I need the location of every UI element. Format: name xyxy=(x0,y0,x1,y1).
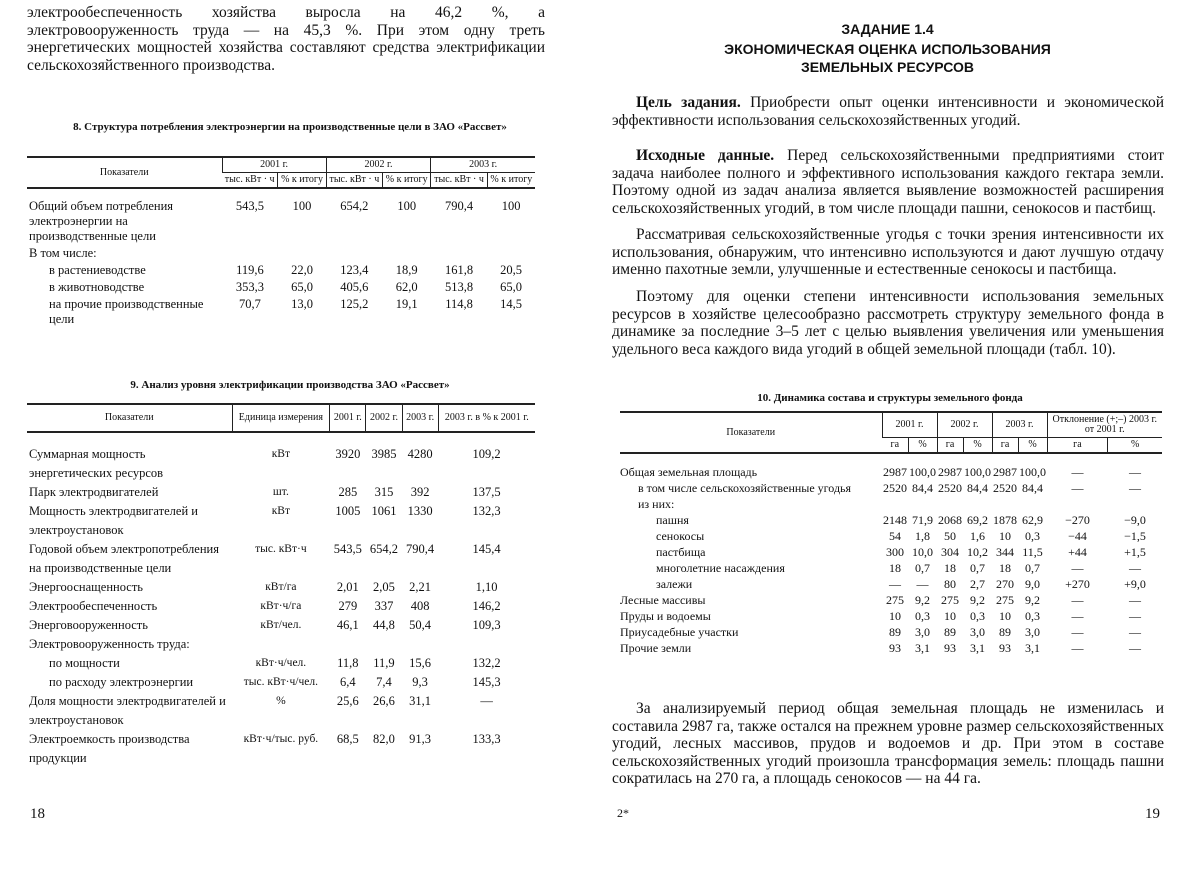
cell-value: 132,2 xyxy=(438,654,535,673)
table-row xyxy=(620,640,1162,656)
cell-value: кВт xyxy=(232,502,330,540)
t10-h-unit: га xyxy=(1047,438,1108,454)
cell-value xyxy=(431,244,487,261)
cell-value: 10,2 xyxy=(963,544,992,560)
task-heading: ЭКОНОМИЧЕСКАЯ ОЦЕНКА ИСПОЛЬЗОВАНИЯ ЗЕМЕЛЬНЫХ РЕСУРСОВ xyxy=(715,40,1060,76)
table-row xyxy=(27,483,535,502)
cell-value: 22,0 xyxy=(278,261,326,278)
cell-value: 3,0 xyxy=(908,624,937,640)
cell-value: 44,8 xyxy=(366,616,402,635)
cell-value: 1330 xyxy=(402,502,438,540)
cell-value: кВт·ч/га xyxy=(232,597,330,616)
cell-value: — xyxy=(1047,624,1108,640)
cell-value xyxy=(366,635,402,654)
cell-value xyxy=(278,244,326,261)
row-label: пашня xyxy=(620,512,882,528)
cell-value: 3,0 xyxy=(1018,624,1047,640)
t8-h-year: 2003 г. xyxy=(431,157,535,173)
table-row xyxy=(620,496,1162,512)
cell-value xyxy=(882,496,908,512)
cell-value: 14,5 xyxy=(487,295,535,327)
cell-value: 65,0 xyxy=(278,278,326,295)
cell-value xyxy=(402,635,438,654)
table-row xyxy=(27,635,535,654)
table-row xyxy=(27,578,535,597)
cell-value: 4280 xyxy=(402,432,438,483)
row-label: Общий объем потребления электроэнергии на производственные цели xyxy=(27,188,222,244)
cell-value: 0,3 xyxy=(908,608,937,624)
cell-value: 275 xyxy=(882,592,908,608)
t10-h-unit: % xyxy=(1108,438,1162,454)
cell-value: 125,2 xyxy=(326,295,382,327)
cell-value: 353,3 xyxy=(222,278,278,295)
cell-value: 2,05 xyxy=(366,578,402,597)
row-label: Доля мощности электродвигателей и электроустановок xyxy=(27,692,232,730)
cell-value: 1061 xyxy=(366,502,402,540)
cell-value: — xyxy=(1108,608,1162,624)
row-label: Мощность электродвигателей и электроустановок xyxy=(27,502,232,540)
cell-value: 285 xyxy=(330,483,366,502)
goal-label: Цель задания. xyxy=(636,94,741,111)
cell-value: 279 xyxy=(330,597,366,616)
cell-value: тыс. кВт·ч xyxy=(232,540,330,578)
cell-value: 10 xyxy=(992,608,1018,624)
row-label: Приусадебные участки xyxy=(620,624,882,640)
cell-value: 9,2 xyxy=(908,592,937,608)
cell-value: 2,7 xyxy=(963,576,992,592)
goal-paragraph xyxy=(612,94,1164,129)
cell-value: 31,1 xyxy=(402,692,438,730)
table-row xyxy=(27,540,535,578)
cell-value: кВт xyxy=(232,432,330,483)
cell-value: 91,3 xyxy=(402,730,438,768)
cell-value: 100 xyxy=(487,188,535,244)
row-label: на прочие производственные цели xyxy=(27,295,222,327)
t10-h-year: 2003 г. xyxy=(992,412,1047,438)
cell-value: 3985 xyxy=(366,432,402,483)
cell-value: 1,6 xyxy=(963,528,992,544)
cell-value: — xyxy=(1047,453,1108,480)
cell-value: 275 xyxy=(992,592,1018,608)
table-row xyxy=(27,673,535,692)
cell-value: 18 xyxy=(937,560,963,576)
table8-title: 8. Структура потребления электроэнергии на производственные цели в ЗАО «Рассвет» xyxy=(60,121,520,133)
cell-value: 2520 xyxy=(937,480,963,496)
cell-value: 10 xyxy=(992,528,1018,544)
row-label: Электроемкость производства продукции xyxy=(27,730,232,768)
cell-value: 392 xyxy=(402,483,438,502)
cell-value: 0,3 xyxy=(963,608,992,624)
cell-value: 71,9 xyxy=(908,512,937,528)
cell-value: 62,9 xyxy=(1018,512,1047,528)
row-label: Суммарная мощность энергетических ресурсов xyxy=(27,432,232,483)
cell-value: 405,6 xyxy=(326,278,382,295)
t8-h-unit: тыс. кВт · ч xyxy=(222,173,278,189)
table-row xyxy=(620,608,1162,624)
t8-h-year: 2001 г. xyxy=(222,157,326,173)
cell-value: 9,2 xyxy=(963,592,992,608)
t9-header: 2003 г. xyxy=(402,404,438,432)
cell-value: 10,0 xyxy=(908,544,937,560)
cell-value xyxy=(232,635,330,654)
cell-value xyxy=(330,635,366,654)
cell-value: 146,2 xyxy=(438,597,535,616)
t10-h-unit: % xyxy=(1018,438,1047,454)
cell-value: 270 xyxy=(992,576,1018,592)
cell-value: шт. xyxy=(232,483,330,502)
cell-value: 25,6 xyxy=(330,692,366,730)
cell-value xyxy=(908,496,937,512)
cell-value: 119,6 xyxy=(222,261,278,278)
t10-h-unit: % xyxy=(963,438,992,454)
cell-value: 790,4 xyxy=(431,188,487,244)
cell-value: 84,4 xyxy=(908,480,937,496)
cell-value: 1,8 xyxy=(908,528,937,544)
cell-value: −270 xyxy=(1047,512,1108,528)
row-label: сенокосы xyxy=(620,528,882,544)
data-paragraph xyxy=(612,147,1164,217)
cell-value: — xyxy=(1047,592,1108,608)
cell-value: −9,0 xyxy=(1108,512,1162,528)
paragraph-5-text: За анализируемый период общая земельная площадь не изменилась и составила 2987 га, также остался на прежнем уровне размер сельскохозяйственных угодий, лесных массивов, прудов и водоемов и др. При этом в составе сельскохозяйственных угодий произошла трансформация земель: площадь пашни сократилась на 270 га, а площадь сенокосов — на 44 га. xyxy=(612,700,1164,787)
cell-value: 13,0 xyxy=(278,295,326,327)
t8-h-unit: тыс. кВт · ч xyxy=(326,173,382,189)
cell-value: 344 xyxy=(992,544,1018,560)
cell-value: 18,9 xyxy=(383,261,431,278)
t9-header: 2001 г. xyxy=(330,404,366,432)
cell-value: 109,2 xyxy=(438,432,535,483)
cell-value: 100 xyxy=(383,188,431,244)
page-number-left: 18 xyxy=(30,806,45,823)
table-row xyxy=(27,295,535,327)
table10 xyxy=(620,411,1162,656)
cell-value: 315 xyxy=(366,483,402,502)
t10-h-indicator: Показатели xyxy=(620,412,882,453)
cell-value: 3920 xyxy=(330,432,366,483)
cell-value: 7,4 xyxy=(366,673,402,692)
cell-value xyxy=(937,496,963,512)
table-row xyxy=(27,597,535,616)
cell-value: 3,0 xyxy=(963,624,992,640)
cell-value: 9,2 xyxy=(1018,592,1047,608)
cell-value: 3,1 xyxy=(963,640,992,656)
cell-value xyxy=(963,496,992,512)
cell-value: 9,3 xyxy=(402,673,438,692)
table-row xyxy=(620,480,1162,496)
cell-value: 543,5 xyxy=(222,188,278,244)
row-label: по расходу электроэнергии xyxy=(27,673,232,692)
row-label: в растениеводстве xyxy=(27,261,222,278)
cell-value: 89 xyxy=(937,624,963,640)
cell-value: кВт·ч/тыс. руб. xyxy=(232,730,330,768)
paragraph-4 xyxy=(612,288,1164,358)
cell-value: 0,7 xyxy=(963,560,992,576)
cell-value: 46,1 xyxy=(330,616,366,635)
data-label: Исходные данные. xyxy=(636,147,774,164)
row-label: Пруды и водоемы xyxy=(620,608,882,624)
cell-value: — xyxy=(1108,453,1162,480)
cell-value: 109,3 xyxy=(438,616,535,635)
table8 xyxy=(27,156,535,327)
cell-value: 513,8 xyxy=(431,278,487,295)
table-row xyxy=(27,502,535,540)
intro-paragraph: электрообеспеченность хозяйства выросла на 46,2 %, а электровооруженность труда — на 45,3 %. При этом одну треть энергетических мощностей хозяйства составляют средства электрификации сельскохозяйственного производства. xyxy=(27,4,545,74)
cell-value: 275 xyxy=(937,592,963,608)
cell-value xyxy=(383,244,431,261)
cell-value: 18 xyxy=(992,560,1018,576)
cell-value: 304 xyxy=(937,544,963,560)
data-text: Перед сельскохозяйственными предприятиями стоит задача наиболее полного и эффективного использования каждого гектара земли. Поэтому одной из задач анализа является выявление возможностей расширения сельскохозяйственных угодий, в том числе площади пашни, сенокосов и пастбищ. xyxy=(612,147,1164,217)
cell-value: 11,8 xyxy=(330,654,366,673)
t10-h-deviation: Отклонение (+;–) 2003 г. от 2001 г. xyxy=(1047,412,1162,438)
cell-value: — xyxy=(1108,480,1162,496)
cell-value: — xyxy=(1047,480,1108,496)
table-row xyxy=(27,692,535,730)
row-label: залежи xyxy=(620,576,882,592)
cell-value: 15,6 xyxy=(402,654,438,673)
table-row xyxy=(27,730,535,768)
signature-mark: 2* xyxy=(617,806,629,821)
cell-value: — xyxy=(438,692,535,730)
cell-value: 62,0 xyxy=(383,278,431,295)
cell-value: +44 xyxy=(1047,544,1108,560)
cell-value: 3,1 xyxy=(908,640,937,656)
cell-value: — xyxy=(1108,592,1162,608)
table-row xyxy=(27,244,535,261)
cell-value: 1005 xyxy=(330,502,366,540)
row-label: Годовой объем электропотребления на производственные цели xyxy=(27,540,232,578)
table-row xyxy=(620,624,1162,640)
cell-value: 2520 xyxy=(882,480,908,496)
cell-value xyxy=(992,496,1018,512)
cell-value: +1,5 xyxy=(1108,544,1162,560)
t10-h-year: 2001 г. xyxy=(882,412,937,438)
cell-value: 543,5 xyxy=(330,540,366,578)
cell-value: 114,8 xyxy=(431,295,487,327)
t8-h-indicator: Показатели xyxy=(27,157,222,188)
cell-value: 1878 xyxy=(992,512,1018,528)
cell-value: % xyxy=(232,692,330,730)
row-label: Энерговооруженность xyxy=(27,616,232,635)
cell-value: 54 xyxy=(882,528,908,544)
row-label: В том числе: xyxy=(27,244,222,261)
cell-value: 408 xyxy=(402,597,438,616)
t8-h-unit: % к итогу xyxy=(487,173,535,189)
cell-value: 84,4 xyxy=(1018,480,1047,496)
row-label: Общая земельная площадь xyxy=(620,453,882,480)
cell-value: 3,1 xyxy=(1018,640,1047,656)
row-label: Лесные массивы xyxy=(620,592,882,608)
cell-value: 84,4 xyxy=(963,480,992,496)
cell-value: 300 xyxy=(882,544,908,560)
cell-value: 68,5 xyxy=(330,730,366,768)
row-label: из них: xyxy=(620,496,882,512)
t8-h-unit: % к итогу xyxy=(278,173,326,189)
cell-value: 11,9 xyxy=(366,654,402,673)
cell-value: 93 xyxy=(937,640,963,656)
t9-header: 2002 г. xyxy=(366,404,402,432)
cell-value xyxy=(1108,496,1162,512)
cell-value: 0,7 xyxy=(1018,560,1047,576)
cell-value: 2,21 xyxy=(402,578,438,597)
cell-value: — xyxy=(1047,608,1108,624)
row-label: в том числе сельскохозяйственные угодья xyxy=(620,480,882,496)
row-label: Электрообеспеченность xyxy=(27,597,232,616)
row-label: Парк электродвигателей xyxy=(27,483,232,502)
table-row xyxy=(27,261,535,278)
t9-header: 2003 г. в % к 2001 г. xyxy=(438,404,535,432)
table-row xyxy=(27,278,535,295)
cell-value: 137,5 xyxy=(438,483,535,502)
table-row xyxy=(620,592,1162,608)
table-row xyxy=(27,188,535,244)
cell-value: 100 xyxy=(278,188,326,244)
t8-h-year: 2002 г. xyxy=(326,157,431,173)
cell-value xyxy=(487,244,535,261)
cell-value: 2987 xyxy=(992,453,1018,480)
paragraph-5 xyxy=(612,700,1164,788)
cell-value: 18 xyxy=(882,560,908,576)
cell-value: 337 xyxy=(366,597,402,616)
cell-value: 2987 xyxy=(937,453,963,480)
paragraph-3 xyxy=(612,226,1164,279)
cell-value: 145,3 xyxy=(438,673,535,692)
page-number-right: 19 xyxy=(1145,806,1160,823)
cell-value xyxy=(1047,496,1108,512)
cell-value: 10 xyxy=(937,608,963,624)
cell-value: 82,0 xyxy=(366,730,402,768)
cell-value: 132,3 xyxy=(438,502,535,540)
cell-value: 2520 xyxy=(992,480,1018,496)
cell-value: +270 xyxy=(1047,576,1108,592)
cell-value: 2148 xyxy=(882,512,908,528)
cell-value: — xyxy=(908,576,937,592)
cell-value: 50 xyxy=(937,528,963,544)
cell-value: 11,5 xyxy=(1018,544,1047,560)
cell-value: −44 xyxy=(1047,528,1108,544)
cell-value: 654,2 xyxy=(326,188,382,244)
cell-value: 20,5 xyxy=(487,261,535,278)
cell-value: 10 xyxy=(882,608,908,624)
cell-value: — xyxy=(1108,624,1162,640)
cell-value: +9,0 xyxy=(1108,576,1162,592)
row-label: пастбища xyxy=(620,544,882,560)
cell-value: 2068 xyxy=(937,512,963,528)
cell-value: 2,01 xyxy=(330,578,366,597)
t10-h-year: 2002 г. xyxy=(937,412,992,438)
table-row xyxy=(620,576,1162,592)
cell-value: 133,3 xyxy=(438,730,535,768)
cell-value: 0,7 xyxy=(908,560,937,576)
table10-title: 10. Динамика состава и структуры земельного фонда xyxy=(640,392,1140,404)
t10-h-unit: % xyxy=(908,438,937,454)
cell-value: кВт/чел. xyxy=(232,616,330,635)
table-row xyxy=(27,654,535,673)
table-row xyxy=(620,544,1162,560)
cell-value: 1,10 xyxy=(438,578,535,597)
cell-value: 89 xyxy=(882,624,908,640)
cell-value: 123,4 xyxy=(326,261,382,278)
t10-h-unit: га xyxy=(882,438,908,454)
table-row xyxy=(620,512,1162,528)
table-row xyxy=(620,453,1162,480)
table9-title: 9. Анализ уровня электрификации производства ЗАО «Рассвет» xyxy=(60,379,520,391)
paragraph-3-text: Рассматривая сельскохозяйственные угодья с точки зрения интенсивности их использования, обнаружим, что интенсивно используются и дают лучшую отдачу именно пахотные земли, улучшенные и естественные сенокосы и пастбища. xyxy=(612,226,1164,278)
cell-value: −1,5 xyxy=(1108,528,1162,544)
cell-value: 69,2 xyxy=(963,512,992,528)
cell-value: 89 xyxy=(992,624,1018,640)
cell-value: — xyxy=(1108,640,1162,656)
cell-value xyxy=(438,635,535,654)
row-label: Энергооснащенность xyxy=(27,578,232,597)
cell-value: 9,0 xyxy=(1018,576,1047,592)
cell-value: 100,0 xyxy=(963,453,992,480)
cell-value: 65,0 xyxy=(487,278,535,295)
row-label: в животноводстве xyxy=(27,278,222,295)
cell-value: 26,6 xyxy=(366,692,402,730)
cell-value: — xyxy=(1047,640,1108,656)
cell-value: кВт/га xyxy=(232,578,330,597)
cell-value: 0,3 xyxy=(1018,528,1047,544)
table-row xyxy=(620,528,1162,544)
table-row xyxy=(620,560,1162,576)
t10-h-unit: га xyxy=(937,438,963,454)
t8-h-unit: тыс. кВт · ч xyxy=(431,173,487,189)
cell-value: 100,0 xyxy=(908,453,937,480)
cell-value: 790,4 xyxy=(402,540,438,578)
row-label: многолетние насаждения xyxy=(620,560,882,576)
t8-h-unit: % к итогу xyxy=(383,173,431,189)
row-label: Прочие земли xyxy=(620,640,882,656)
cell-value: кВт·ч/чел. xyxy=(232,654,330,673)
cell-value xyxy=(222,244,278,261)
cell-value: тыс. кВт·ч/чел. xyxy=(232,673,330,692)
cell-value: — xyxy=(882,576,908,592)
cell-value: 93 xyxy=(882,640,908,656)
table-row xyxy=(27,616,535,635)
row-label: по мощности xyxy=(27,654,232,673)
cell-value: 161,8 xyxy=(431,261,487,278)
t9-header: Единица измерения xyxy=(232,404,330,432)
cell-value xyxy=(326,244,382,261)
paragraph-4-text: Поэтому для оценки степени интенсивности использования земельных ресурсов в хозяйстве целесообразно рассмотреть структуру земельного фонда в динамике за последние 3–5 лет с целью выявления увеличения или уменьшения удельного веса каждого вида угодий в общей земельной площади (табл. 10). xyxy=(612,288,1164,358)
cell-value: 0,3 xyxy=(1018,608,1047,624)
cell-value: 6,4 xyxy=(330,673,366,692)
t9-header: Показатели xyxy=(27,404,232,432)
t10-h-unit: га xyxy=(992,438,1018,454)
row-label: Электровооруженность труда: xyxy=(27,635,232,654)
cell-value: 2987 xyxy=(882,453,908,480)
cell-value: — xyxy=(1108,560,1162,576)
task-number: ЗАДАНИЕ 1.4 xyxy=(610,20,1165,38)
table9 xyxy=(27,403,535,768)
table-row xyxy=(27,432,535,483)
cell-value: 50,4 xyxy=(402,616,438,635)
cell-value: 654,2 xyxy=(366,540,402,578)
goal-text: Приобрести опыт оценки интенсивности и экономической эффективности использования сельскохозяйственных угодий. xyxy=(612,94,1164,129)
cell-value: 70,7 xyxy=(222,295,278,327)
cell-value: — xyxy=(1047,560,1108,576)
cell-value: 100,0 xyxy=(1018,453,1047,480)
cell-value xyxy=(1018,496,1047,512)
cell-value: 19,1 xyxy=(383,295,431,327)
cell-value: 80 xyxy=(937,576,963,592)
cell-value: 93 xyxy=(992,640,1018,656)
cell-value: 145,4 xyxy=(438,540,535,578)
